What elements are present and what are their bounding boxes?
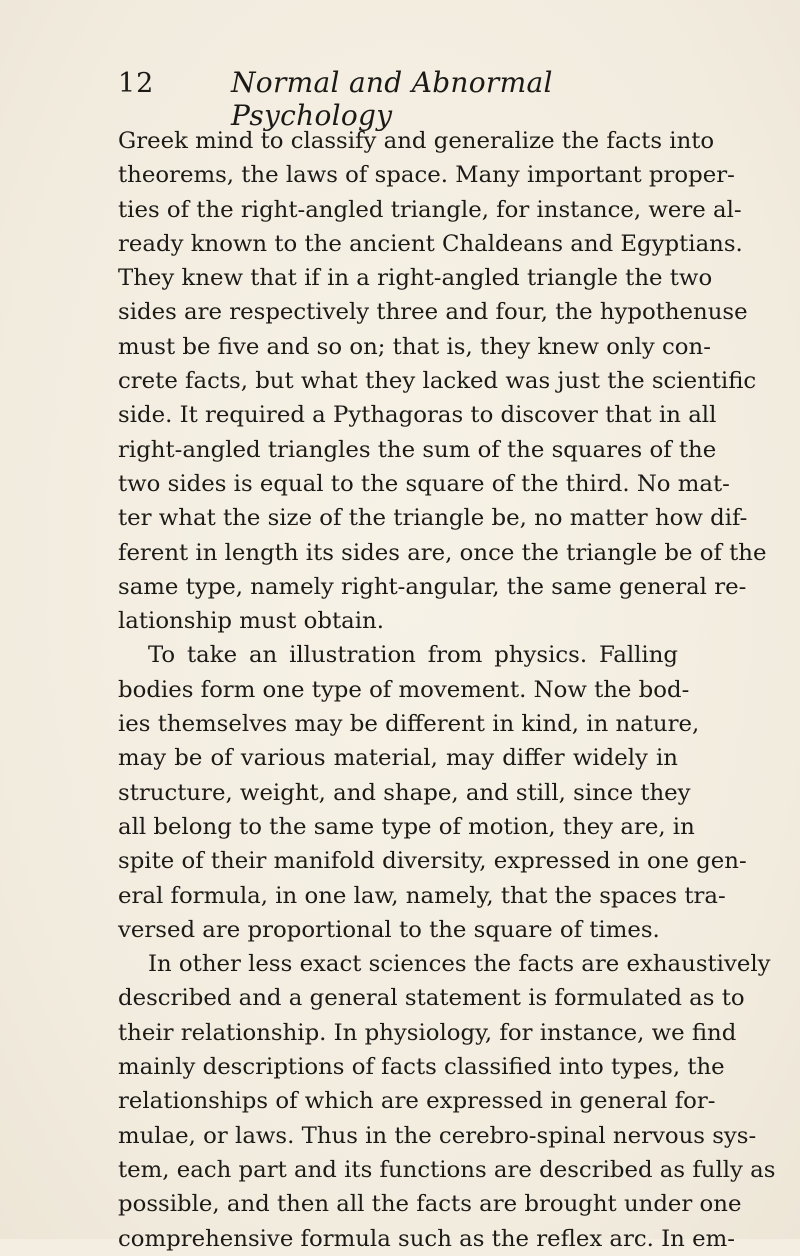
text-line: Greek mind to classify and generalize the facts into <box>118 128 715 154</box>
text-line: their relationship. In physiology, for instance, we find <box>118 1019 737 1046</box>
text-line: structure, weight, and shape, and still, since they <box>118 779 691 806</box>
running-title: Normal and Abnormal Psychology <box>231 66 553 132</box>
text-line: eral formula, in one law, namely, that the spaces tra- <box>118 882 726 909</box>
body-text <box>118 124 776 1256</box>
text-line: bodies form one type of movement. Now the bod- <box>118 676 690 703</box>
text-line: same type, namely right-angular, the same general re- <box>118 573 747 600</box>
text-line: sides are respectively three and four, the hypothenuse <box>118 299 748 326</box>
text-line: ties of the right-angled triangle, for instance, were al- <box>118 196 742 223</box>
text-line: must be five and so on; that is, they knew only con- <box>118 333 711 360</box>
text-line: two sides is equal to the square of the third. No mat- <box>118 470 730 497</box>
text-line: right-angled triangles the sum of the squares of the <box>118 436 717 463</box>
paragraph-first-line: To take an illustration from physics. Falling <box>148 642 678 669</box>
text-line: theorems, the laws of space. Many important proper- <box>118 162 735 189</box>
text-line: relationships of which are expressed in general for- <box>118 1088 716 1115</box>
paragraph-last-line: lationship must obtain. <box>118 608 384 635</box>
text-line: ter what the size of the triangle be, no matter how dif- <box>118 505 748 532</box>
paragraph-last-line: versed are proportional to the square of times. <box>118 916 660 943</box>
text-line: ies themselves may be different in kind, in nature, <box>118 711 700 738</box>
text-line: ferent in length its sides are, once the triangle be of the <box>118 539 767 566</box>
running-head <box>118 66 678 132</box>
text-line: possible, and then all the facts are brought under one <box>118 1191 742 1218</box>
text-line: may be of various material, may differ widely in <box>118 745 678 772</box>
text-line: crete facts, but what they lacked was just the scientific <box>118 368 757 395</box>
text-line: described and a general statement is formulated as to <box>118 985 745 1012</box>
text-line: ready known to the ancient Chaldeans and Egyptians. <box>118 230 743 257</box>
text-line: tem, each part and its functions are described as fully as <box>118 1156 776 1183</box>
text-line: spite of their manifold diversity, expressed in one gen- <box>118 848 747 875</box>
text-line: all belong to the same type of motion, they are, in <box>118 813 695 840</box>
text-line: mainly descriptions of facts classified into types, the <box>118 1054 725 1081</box>
page-number: 12 <box>118 68 155 99</box>
paragraph-first-line: In other less exact sciences the facts are exhaustively <box>148 951 771 978</box>
text-line: side. It required a Pythagoras to discover that in all <box>118 402 717 429</box>
text-line: mulae, or laws. Thus in the cerebro-spinal nervous sys- <box>118 1122 757 1149</box>
text-line: They knew that if in a right-angled triangle the two <box>118 265 713 292</box>
text-line: comprehensive formula such as the reflex arc. In em- <box>118 1225 735 1252</box>
